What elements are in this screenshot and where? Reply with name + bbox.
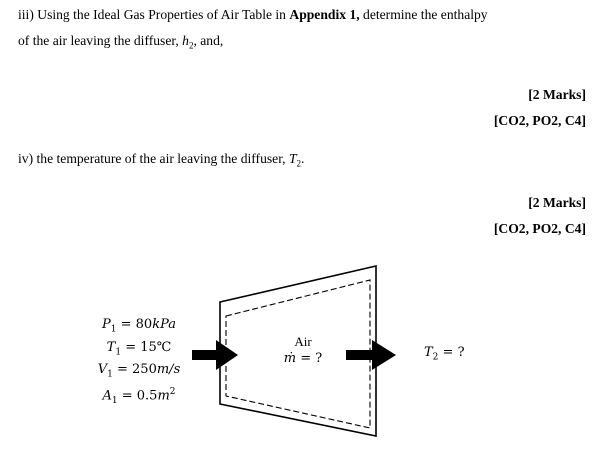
inlet-pressure: $P_1 = 80kPa$ — [102, 317, 176, 335]
mass-flow-label: ṁ = ? — [283, 351, 323, 366]
marks-iii-codes: [CO2, PO2, C4] — [493, 113, 586, 128]
question-iv-text: iv) the temperature of the air leaving the diffuser, $T_2$. — [18, 151, 305, 169]
temperature-symbol: T — [288, 151, 297, 166]
diffuser-label — [275, 333, 331, 367]
inlet-area: $A_1 = 0.5m^2$ — [102, 386, 176, 406]
question-iii-line-2: of the air leaving the diffuser, $h_2$, and, — [18, 33, 224, 51]
outlet-arrow — [346, 340, 396, 370]
question-iii-line-1: iii) Using the Ideal Gas Properties of Air Table in Appendix 1, determine the enthalpy — [18, 7, 488, 22]
inlet-temperature: $T_1$ = 15℃ — [106, 339, 172, 358]
fluid-label: Air — [294, 334, 312, 349]
marks-iv-codes: [CO2, PO2, C4] — [493, 221, 586, 236]
inlet-conditions — [84, 316, 194, 410]
marks-iii-marks: [2 Marks] — [528, 87, 586, 102]
marks-iv-marks: [2 Marks] — [528, 195, 586, 210]
outlet-temperature: $T_2$ = ? — [424, 345, 465, 363]
inlet-velocity: $V_1 = 250m/s$ — [97, 362, 181, 380]
inlet-arrow — [192, 340, 238, 370]
enthalpy-symbol: h — [182, 33, 189, 48]
appendix-reference: Appendix 1, — [289, 7, 360, 22]
